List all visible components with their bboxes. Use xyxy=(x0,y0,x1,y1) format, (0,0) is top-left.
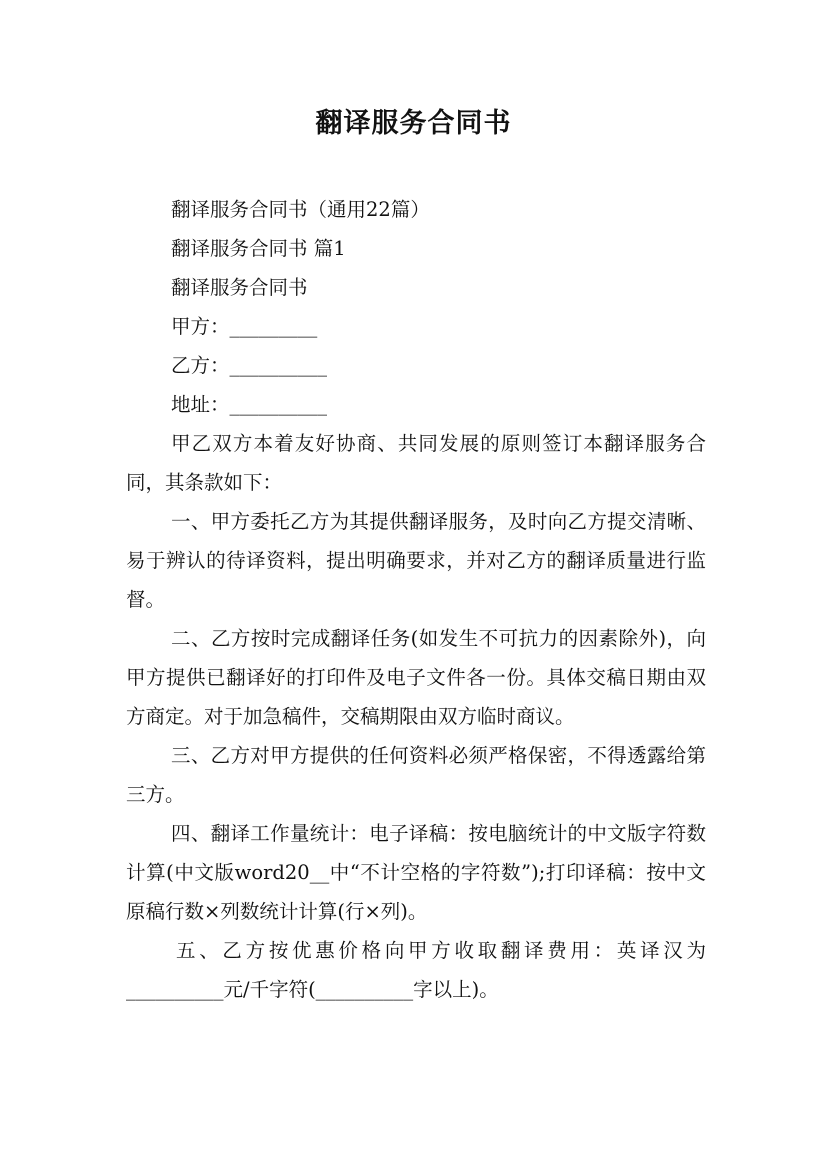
party-a-line: 甲方：_________ xyxy=(171,315,318,338)
section-heading: 翻译服务合同书 篇1 xyxy=(171,237,346,260)
clause-5-paragraph: 五、乙方按优惠价格向甲方收取翻译费用：英译汉为__________元/千字符(__________字以上)。 xyxy=(126,939,706,1001)
party-b-line: 乙方：__________ xyxy=(171,354,328,377)
clause-4-paragraph: 四、翻译工作量统计：电子译稿：按电脑统计的中文版字符数计算(中文版word20__中“不计空格的字符数”);打印译稿：按中文原稿行数×列数统计计算(行×列)。 xyxy=(126,822,706,923)
contract-name: 翻译服务合同书 xyxy=(171,276,308,299)
clause-1-paragraph: 一、甲方委托乙方为其提供翻译服务，及时向乙方提交清晰、易于辨认的待译资料，提出明确要求，并对乙方的翻译质量进行监督。 xyxy=(126,510,706,611)
document-body xyxy=(126,190,706,1009)
clause-3-paragraph: 三、乙方对甲方提供的任何资料必须严格保密，不得透露给第三方。 xyxy=(126,744,706,806)
clause-2-paragraph: 二、乙方按时完成翻译任务(如发生不可抗力的因素除外)，向甲方提供已翻译好的打印件及电子文件各一份。具体交稿日期由双方商定。对于加急稿件，交稿期限由双方临时商议。 xyxy=(126,627,706,728)
subtitle-line: 翻译服务合同书（通用22篇） xyxy=(171,198,430,221)
address-line: 地址：__________ xyxy=(171,393,328,416)
document-title: 翻译服务合同书 xyxy=(315,108,512,139)
intro-paragraph: 甲乙双方本着友好协商、共同发展的原则签订本翻译服务合同，其条款如下： xyxy=(126,432,706,494)
